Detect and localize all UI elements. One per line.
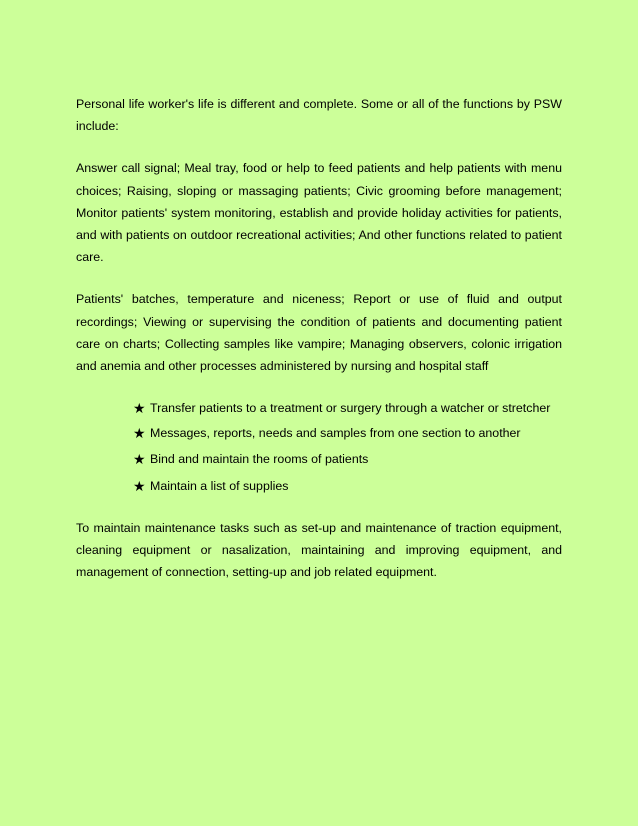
care-paragraph: Patients' batches, temperature and niceness; Report or use of fluid and output recordings; Viewing or supervising the condition of patients and documenting patient care on charts; Collecting samples like vampire; Managing observers, colonic irrigation and anemia and other processes administered by nursing and hospital staff [76, 292, 562, 374]
star-icon: ★ [133, 477, 146, 494]
list-item-text: Messages, reports, needs and samples from one section to another [150, 426, 521, 441]
list-item [133, 394, 562, 422]
closing-paragraph: To maintain maintenance tasks such as set-up and maintenance of traction equipment, cleaning equipment or nasalization, maintaining and improving equipment, and management of connection, setting-up and job related equipment. [76, 520, 562, 580]
star-icon: ★ [133, 425, 146, 442]
list-item-text: Bind and maintain the rooms of patients [150, 452, 369, 467]
list-item [133, 475, 562, 497]
duties-paragraph: Answer call signal; Meal tray, food or help to feed patients and help patients with menu choices; Raising, sloping or massaging patients; Civic grooming before management; Monitor patients' system monitoring, establish and provide holiday activities for patients, and with patients on outdoor recreational activities; And other functions related to patient care. [76, 161, 562, 265]
list-item [133, 448, 562, 470]
document-body [76, 93, 562, 603]
star-icon: ★ [133, 451, 146, 468]
star-icon: ★ [133, 400, 146, 417]
duties-bullet-list [76, 394, 562, 497]
list-item [133, 422, 562, 444]
list-item-text: Maintain a list of supplies [150, 478, 289, 493]
list-item-text: Transfer patients to a treatment or surgery through a watcher or stretcher [150, 401, 551, 416]
intro-paragraph: Personal life worker's life is different and complete. Some or all of the functions by PSW include: [76, 97, 562, 134]
